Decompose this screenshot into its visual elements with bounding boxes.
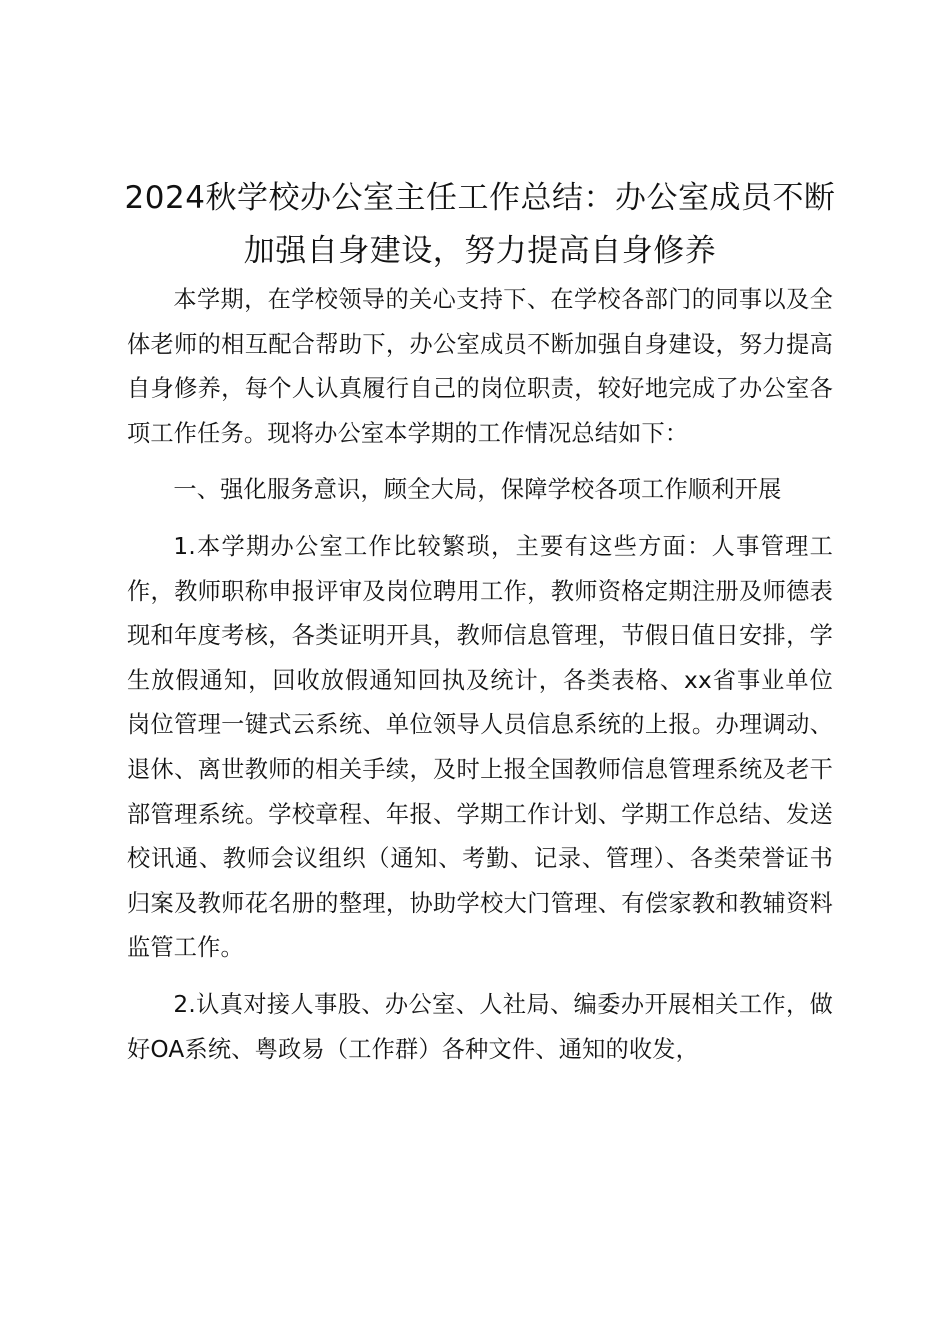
section-heading-1: 一、强化服务意识，顾全大局，保障学校各项工作顺利开展 <box>173 476 782 504</box>
document-body <box>127 278 833 1072</box>
document-title: 2024秋学校办公室主任工作总结：办公室成员不断加强自身建设，努力提高自身修养 <box>124 180 836 269</box>
paragraph-item-2: 2.认真对接人事股、办公室、人社局、编委办开展相关工作，做好OA系统、粤政易（工作群）各种文件、通知的收发， <box>127 990 833 1063</box>
paragraph-item-1: 1.本学期办公室工作比较繁琐，主要有这些方面：人事管理工作，教师职称申报评审及岗位聘用工作，教师资格定期注册及师德表现和年度考核，各类证明开具，教师信息管理，节假日值日安排，学生放假通知，回收放假通知回执及统计，各类表格、xx省事业单位岗位管理一键式云系统、单位领导人员信息系统的上报。办理调动、退休、离世教师的相关手续，及时上报全国教师信息管理系统及老干部管理系统。学校章程、年报、学期工作计划、学期工作总结、发送校讯通、教师会议组织（通知、考勤、记录、管理）、各类荣誉证书归案及教师花名册的整理，协助学校大门管理、有偿家教和教辅资料监管工作。 <box>127 532 833 962</box>
intro-paragraph: 本学期，在学校领导的关心支持下、在学校各部门的同事以及全体老师的相互配合帮助下，办公室成员不断加强自身建设，努力提高自身修养，每个人认真履行自己的岗位职责，较好地完成了办公室各项工作任务。现将办公室本学期的工作情况总结如下： <box>127 286 833 447</box>
